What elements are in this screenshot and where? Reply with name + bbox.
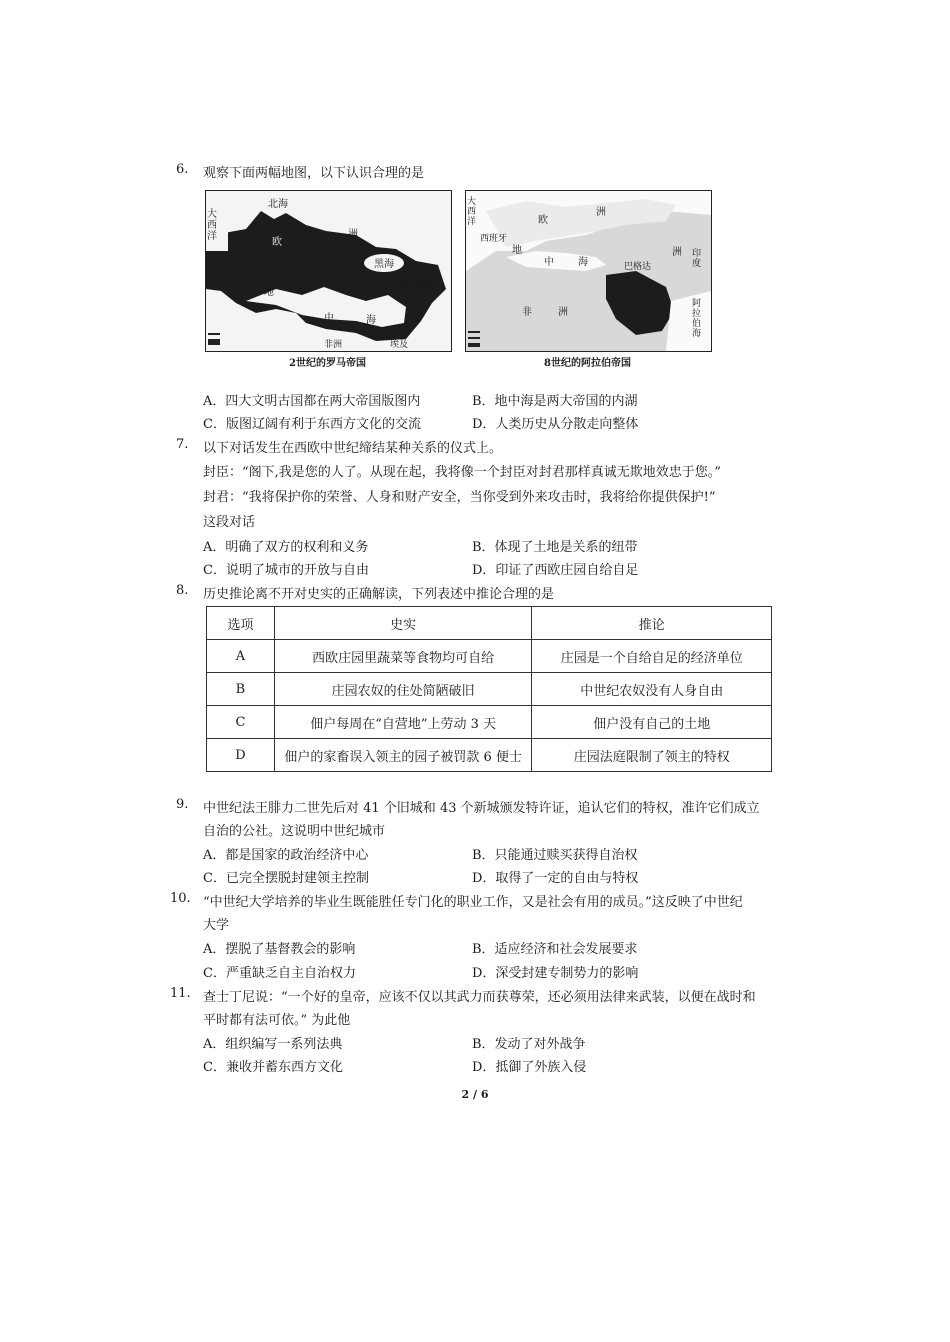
row-inference: 庄园是一个自给自足的经济单位 (532, 640, 772, 673)
map-arab-empire (465, 190, 712, 352)
q8-table (206, 606, 772, 772)
q10-option-d[interactable]: D．深受封建专制势力的影响 (472, 966, 639, 981)
q7-lord-line: 封君：“我将保护你的荣誉、人身和财产安全，当你受到外来攻击时，我将给你提供保护!” (203, 490, 716, 505)
q11-option-a[interactable]: A．组织编写一系列法典 (203, 1037, 343, 1052)
label-europe-2: 洲 (348, 229, 358, 240)
row-inference: 佃户没有自己的土地 (532, 706, 772, 739)
q11-option-c[interactable]: C．兼收并蓄东西方文化 (203, 1060, 343, 1075)
label-mediterranean-r1: 中 (544, 257, 554, 268)
label-spain: 西班牙 (480, 234, 508, 244)
q11-stem-line1: 查士丁尼说：“一个好的皇帝，应该不仅以其武力而获尊荣，还必须用法律来武装，以便在战时和 (203, 990, 756, 1005)
q10-stem-line1: “中世纪大学培养的毕业生既能胜任专门化的职业工作，又是社会有用的成员。”这反映了中世纪 (203, 895, 743, 910)
q9-stem-line2: 自治的公社。这说明中世纪城市 (203, 824, 386, 839)
label-africa: 非洲 (324, 340, 343, 350)
label-europe-r2: 洲 (596, 207, 606, 218)
q10-option-c[interactable]: C．严重缺乏自主自治权力 (203, 966, 356, 981)
q7-number: 7. (176, 437, 189, 452)
q10-option-a[interactable]: A．摆脱了基督教会的影响 (203, 942, 356, 957)
row-inference: 中世纪农奴没有人身自由 (532, 673, 772, 706)
label-europe-1: 欧 (272, 237, 282, 248)
label-mediterranean-r3: 海 (578, 257, 588, 268)
label-baghdad: 巴格达 (624, 262, 652, 272)
q9-option-c[interactable]: C．已完全摆脱封建领主控制 (203, 871, 369, 886)
row-option: A (207, 640, 275, 673)
q7-stem: 以下对话发生在西欧中世纪缔结某种关系的仪式上。 (203, 441, 503, 456)
q9-number: 9. (176, 797, 189, 812)
table-row[interactable] (207, 673, 772, 706)
q11-option-d[interactable]: D．抵御了外族入侵 (472, 1060, 587, 1075)
label-north-sea: 北海 (268, 199, 288, 210)
row-option: B (207, 673, 275, 706)
map-right-caption: 8世纪的阿拉伯帝国 (544, 358, 631, 369)
label-mediterranean-1: 地 (264, 287, 274, 298)
q9-stem-line1: 中世纪法王腓力二世先后对 41 个旧城和 43 个新城颁发特许证，追认它们的特权，准许它们成立 (203, 801, 760, 816)
q6-option-c[interactable]: C．版图辽阔有利于东西方文化的交流 (203, 417, 421, 432)
row-option: D (207, 739, 275, 772)
table-row[interactable] (207, 706, 772, 739)
label-egypt: 埃及 (390, 340, 409, 350)
header-inference: 推论 (532, 607, 772, 640)
label-africa-r1: 非 (522, 307, 532, 318)
q7-option-a[interactable]: A．明确了双方的权利和义务 (203, 540, 369, 555)
table-row[interactable] (207, 739, 772, 772)
q11-number: 11. (170, 986, 191, 1001)
label-rome: 罗马 (302, 278, 321, 288)
table-header-row (207, 607, 772, 640)
q10-number: 10. (170, 891, 191, 906)
page-number: 2 / 6 (461, 1088, 489, 1101)
q7-option-c[interactable]: C．说明了城市的开放与自由 (203, 563, 369, 578)
q10-stem-line2: 大学 (203, 918, 230, 933)
q8-stem: 历史推论离不开对史实的正确解读，下列表述中推论合理的是 (203, 587, 555, 602)
q7-option-d[interactable]: D．印证了西欧庄园自给自足 (472, 563, 639, 578)
q8-number: 8. (176, 583, 189, 598)
q6-option-b[interactable]: B．地中海是两大帝国的内湖 (472, 394, 638, 409)
q7-option-b[interactable]: B．体现了土地是关系的纽带 (472, 540, 638, 555)
label-india: 印度 (692, 249, 702, 269)
label-asia-minor: 小亚细亚 (398, 280, 435, 290)
q7-prompt: 这段对话 (203, 515, 256, 530)
q9-option-d[interactable]: D．取得了一定的自由与特权 (472, 871, 639, 886)
roman-empire-map-drawing (206, 191, 451, 351)
label-asia-r: 洲 (672, 247, 682, 258)
map-left-caption: 2世纪的罗马帝国 (289, 358, 366, 369)
arab-empire-map-drawing (466, 191, 711, 351)
q6-number: 6. (176, 162, 189, 177)
label-black-sea: 黑海 (374, 259, 394, 270)
map-roman-empire (205, 190, 452, 352)
q9-option-b[interactable]: B．只能通过赎买获得自治权 (472, 848, 638, 863)
label-arabian-sea: 阿拉伯海 (692, 299, 702, 339)
label-mediterranean-2: 中 (324, 313, 334, 324)
q10-option-b[interactable]: B．适应经济和社会发展要求 (472, 942, 638, 957)
label-europe-r1: 欧 (538, 215, 548, 226)
label-africa-r2: 洲 (558, 307, 568, 318)
label-atlantic: 大西洋 (207, 209, 217, 242)
row-fact: 佃户每周在“自营地”上劳动 3 天 (274, 706, 532, 739)
header-option: 选项 (207, 607, 275, 640)
label-atlantic-r: 大西洋 (467, 197, 477, 227)
q6-option-a[interactable]: A．四大文明古国都在两大帝国版图内 (203, 394, 421, 409)
row-fact: 庄园农奴的住处简陋破旧 (274, 673, 532, 706)
table-row[interactable] (207, 640, 772, 673)
q9-option-a[interactable]: A．都是国家的政治经济中心 (203, 848, 369, 863)
label-mediterranean-r2: 地 (512, 245, 522, 256)
q6-option-d[interactable]: D．人类历史从分散走向整体 (472, 417, 639, 432)
row-fact: 西欧庄园里蔬菜等食物均可自给 (274, 640, 532, 673)
q11-option-b[interactable]: B．发动了对外战争 (472, 1037, 586, 1052)
row-option: C (207, 706, 275, 739)
q6-stem: 观察下面两幅地图，以下认识合理的是 (203, 166, 425, 181)
row-inference: 庄园法庭限制了领主的特权 (532, 739, 772, 772)
label-mediterranean-3: 海 (366, 315, 376, 326)
row-fact: 佃户的家畜误入领主的园子被罚款 6 便士 (274, 739, 532, 772)
q7-vassal-line: 封臣：“阁下,我是您的人了。从现在起，我将像一个封臣对封君那样真诚无欺地效忠于您。” (203, 465, 721, 480)
header-fact: 史实 (274, 607, 532, 640)
q11-stem-line2: 平时都有法可依。” 为此他 (203, 1013, 351, 1028)
